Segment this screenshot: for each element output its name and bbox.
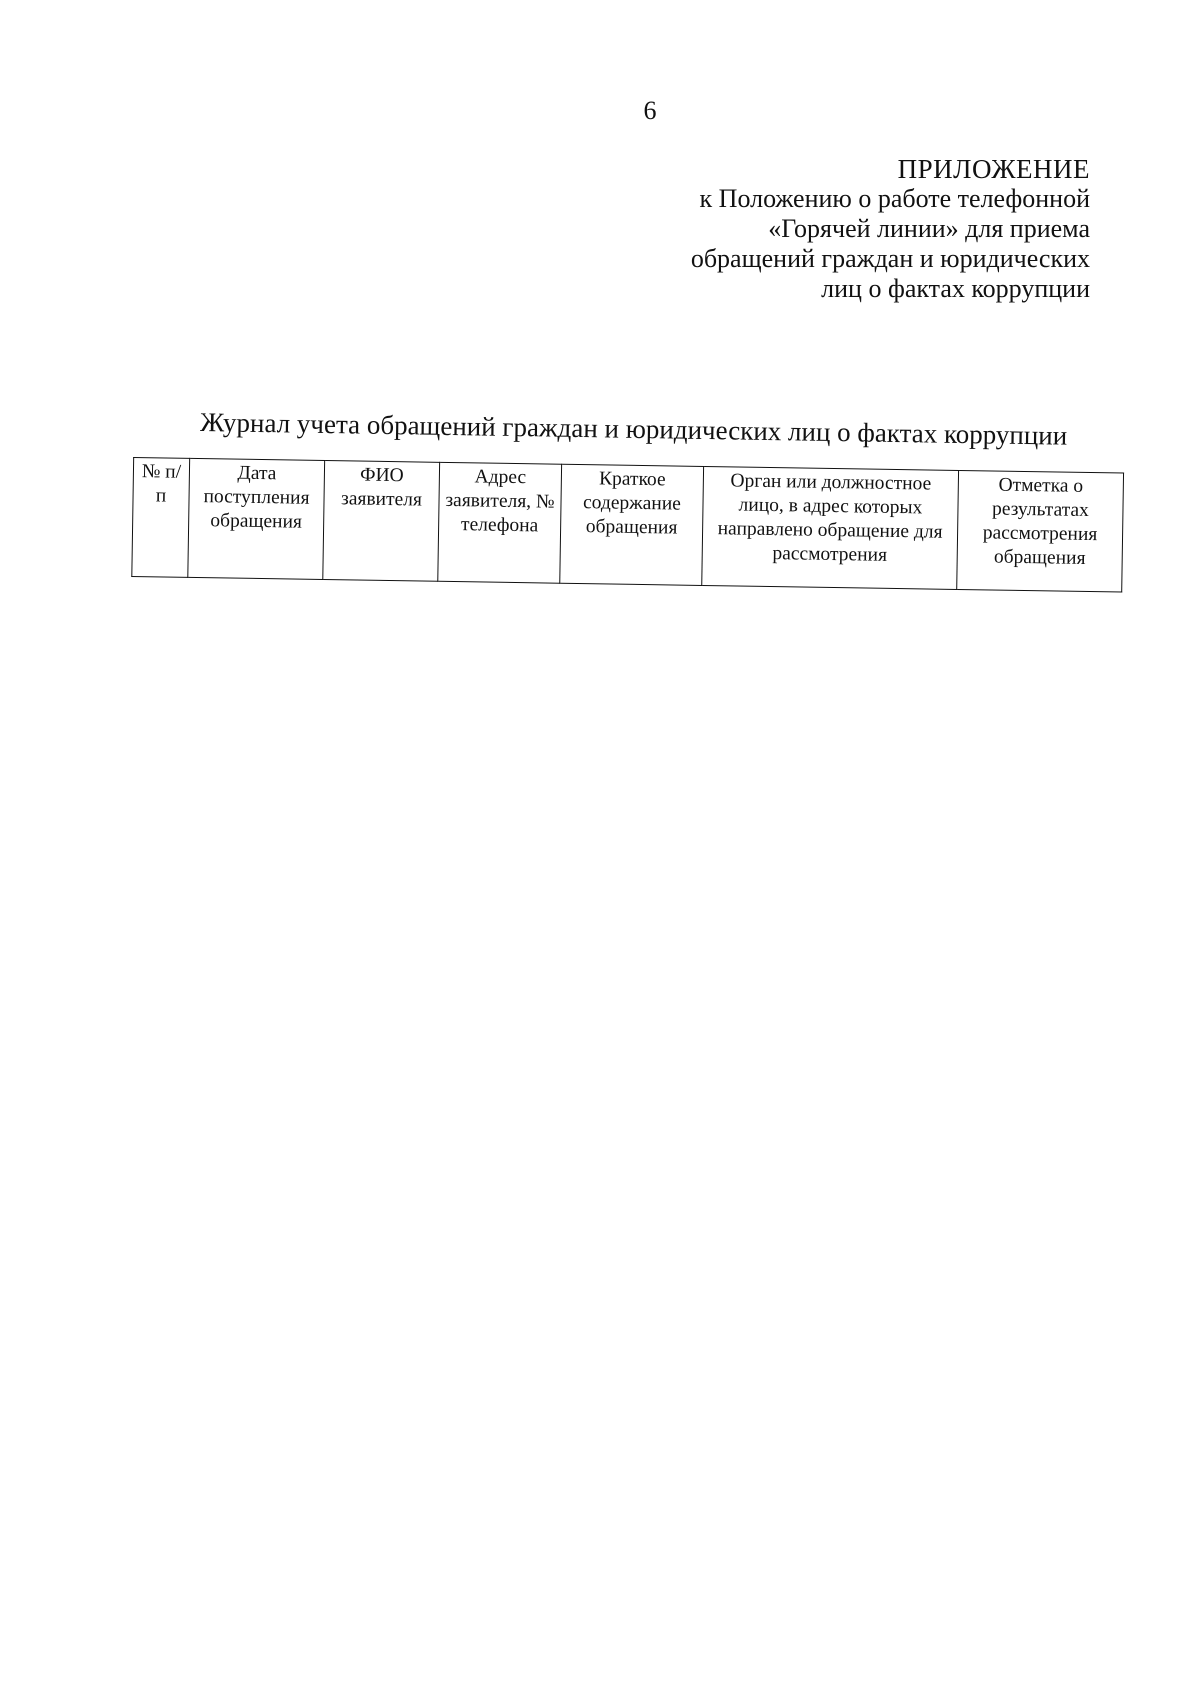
column-header-recipient-body: Орган или должностное лицо, в адрес которых направлено обращение для рассмотрения: [702, 466, 959, 589]
journal-table: [131, 457, 1124, 593]
column-header-address-phone: Адрес заявителя, № телефона: [438, 462, 562, 583]
table-header-row: [132, 458, 1124, 593]
column-header-result-mark: Отметка о результатах рассмотрения обращения: [957, 470, 1124, 592]
appendix-line-3: обращений граждан и юридических: [690, 244, 1090, 273]
column-header-applicant-name: ФИО заявителя: [323, 461, 440, 582]
journal-section: [131, 405, 1124, 593]
column-header-date: Дата поступления обращения: [188, 458, 325, 579]
column-header-summary: Краткое содержание обращения: [560, 464, 704, 585]
appendix-line-4: лиц о фактах коррупции: [821, 274, 1090, 303]
appendix-line-2: «Горячей линии» для приема: [768, 214, 1090, 243]
appendix-header: [691, 154, 1090, 304]
journal-title: Журнал учета обращений граждан и юридических лиц о фактах коррупции: [199, 407, 1068, 451]
page-number: 6: [643, 96, 657, 125]
appendix-line-1: к Положению о работе телефонной: [699, 184, 1090, 213]
appendix-title: ПРИЛОЖЕНИЕ: [897, 154, 1090, 184]
column-header-number: № п/п: [132, 458, 190, 578]
